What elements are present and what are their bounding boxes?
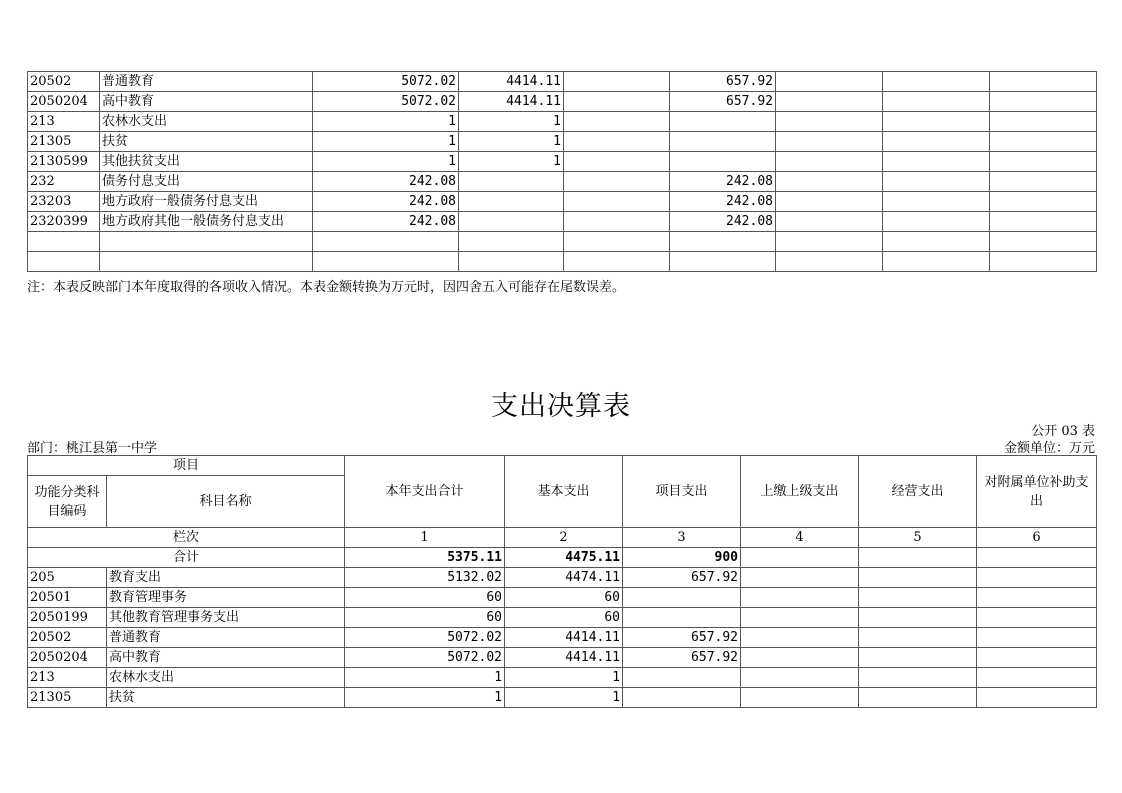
cell-total: 242.08 xyxy=(313,212,459,232)
total-amount: 5375.11 xyxy=(345,548,505,568)
cell-total: 5072.02 xyxy=(313,72,459,92)
cell-subsidiary xyxy=(977,608,1097,628)
table-row xyxy=(28,212,1097,232)
cell-subsidiary xyxy=(977,588,1097,608)
cell-subsidiary xyxy=(977,668,1097,688)
cell-name: 扶贫 xyxy=(100,132,313,152)
cell-c7 xyxy=(990,172,1097,192)
table-note: 注：本表反映部门本年度取得的各项收入情况。本表金额转换为万元时，因四舍五入可能存在尾数误差。 xyxy=(27,280,626,295)
cell-total: 1 xyxy=(313,132,459,152)
cell-c6 xyxy=(883,212,990,232)
cell-total xyxy=(313,232,459,252)
cell-c6 xyxy=(883,192,990,212)
cell-basic: 1 xyxy=(459,132,564,152)
table-row xyxy=(28,252,1097,272)
cell-c3 xyxy=(564,132,670,152)
table-row xyxy=(28,608,1097,628)
cell-name: 农林水支出 xyxy=(100,112,313,132)
cell-total: 1 xyxy=(345,668,505,688)
cell-project xyxy=(623,608,741,628)
cell-total: 5072.02 xyxy=(313,92,459,112)
unit-label: 金额单位：万元 xyxy=(1003,441,1095,456)
cell-subsidiary xyxy=(977,628,1097,648)
cell-code: 20502 xyxy=(28,628,107,648)
cell-c4 xyxy=(670,152,776,172)
cell-c4 xyxy=(670,232,776,252)
cell-name: 债务付息支出 xyxy=(100,172,313,192)
cell-c3 xyxy=(564,172,670,192)
cell-name: 农林水支出 xyxy=(107,668,345,688)
table-row xyxy=(28,668,1097,688)
cell-c3 xyxy=(564,252,670,272)
cell-c6 xyxy=(883,92,990,112)
cell-name: 教育管理事务 xyxy=(107,588,345,608)
cell-code: 21305 xyxy=(28,688,107,708)
cell-subsidiary xyxy=(977,568,1097,588)
expenditure-table xyxy=(27,455,1097,708)
cell-name: 其他教育管理事务支出 xyxy=(107,608,345,628)
cell-total: 1 xyxy=(313,112,459,132)
cell-basic xyxy=(459,172,564,192)
cell-name: 地方政府其他一般债务付息支出 xyxy=(100,212,313,232)
cell-basic xyxy=(459,252,564,272)
cell-code: 23203 xyxy=(28,192,100,212)
cell-basic xyxy=(459,212,564,232)
cell-c4 xyxy=(670,132,776,152)
index-row xyxy=(28,528,1097,548)
index-5: 5 xyxy=(859,528,977,548)
cell-code: 213 xyxy=(28,112,100,132)
cell-c5 xyxy=(776,172,883,192)
cell-project: 657.92 xyxy=(623,568,741,588)
cell-name: 其他扶贫支出 xyxy=(100,152,313,172)
cell-code xyxy=(28,252,100,272)
table-row xyxy=(28,92,1097,112)
header-superior: 上缴上级支出 xyxy=(741,456,859,528)
cell-code: 232 xyxy=(28,172,100,192)
cell-code: 20501 xyxy=(28,588,107,608)
cell-basic: 1 xyxy=(505,688,623,708)
cell-code: 2130599 xyxy=(28,152,100,172)
cell-basic: 1 xyxy=(459,112,564,132)
index-4: 4 xyxy=(741,528,859,548)
cell-total: 1 xyxy=(345,688,505,708)
cell-name: 扶贫 xyxy=(107,688,345,708)
cell-c4: 242.08 xyxy=(670,192,776,212)
cell-c7 xyxy=(990,192,1097,212)
income-table-continuation xyxy=(27,71,1097,272)
index-6: 6 xyxy=(977,528,1097,548)
cell-c5 xyxy=(776,212,883,232)
cell-code: 21305 xyxy=(28,132,100,152)
cell-basic xyxy=(459,232,564,252)
cell-c6 xyxy=(883,112,990,132)
cell-total: 5132.02 xyxy=(345,568,505,588)
cell-superior xyxy=(741,628,859,648)
cell-basic: 4414.11 xyxy=(505,648,623,668)
table-row xyxy=(28,688,1097,708)
cell-total: 60 xyxy=(345,588,505,608)
table-row xyxy=(28,172,1097,192)
cell-c4: 242.08 xyxy=(670,172,776,192)
total-label: 合计 xyxy=(28,548,345,568)
cell-code: 205 xyxy=(28,568,107,588)
cell-c3 xyxy=(564,92,670,112)
cell-c5 xyxy=(776,112,883,132)
index-1: 1 xyxy=(345,528,505,548)
cell-c5 xyxy=(776,232,883,252)
cell-total: 5072.02 xyxy=(345,628,505,648)
cell-code: 2050204 xyxy=(28,648,107,668)
cell-name: 高中教育 xyxy=(107,648,345,668)
table-row xyxy=(28,628,1097,648)
cell-c6 xyxy=(883,232,990,252)
cell-superior xyxy=(741,648,859,668)
total-project: 900 xyxy=(623,548,741,568)
table-row xyxy=(28,588,1097,608)
cell-c6 xyxy=(883,252,990,272)
cell-c7 xyxy=(990,132,1097,152)
cell-total: 60 xyxy=(345,608,505,628)
cell-superior xyxy=(741,568,859,588)
cell-c3 xyxy=(564,192,670,212)
cell-code xyxy=(28,232,100,252)
form-code: 公开 03 表 xyxy=(1031,424,1095,439)
cell-c5 xyxy=(776,192,883,212)
header-item: 项目 xyxy=(28,456,345,476)
cell-business xyxy=(859,588,977,608)
header-total: 本年支出合计 xyxy=(345,456,505,528)
cell-name: 教育支出 xyxy=(107,568,345,588)
table-row xyxy=(28,112,1097,132)
cell-business xyxy=(859,628,977,648)
cell-name: 普通教育 xyxy=(107,628,345,648)
header-code: 功能分类科目编码 xyxy=(28,476,107,528)
cell-name: 地方政府一般债务付息支出 xyxy=(100,192,313,212)
cell-code: 2050199 xyxy=(28,608,107,628)
cell-c7 xyxy=(990,212,1097,232)
cell-business xyxy=(859,688,977,708)
cell-total: 242.08 xyxy=(313,172,459,192)
cell-name: 普通教育 xyxy=(100,72,313,92)
index-3: 3 xyxy=(623,528,741,548)
cell-c4 xyxy=(670,252,776,272)
cell-c5 xyxy=(776,132,883,152)
cell-c5 xyxy=(776,72,883,92)
cell-superior xyxy=(741,688,859,708)
cell-superior xyxy=(741,668,859,688)
cell-total: 5072.02 xyxy=(345,648,505,668)
cell-superior xyxy=(741,608,859,628)
cell-c3 xyxy=(564,212,670,232)
cell-total: 242.08 xyxy=(313,192,459,212)
cell-business xyxy=(859,568,977,588)
cell-business xyxy=(859,648,977,668)
cell-total: 1 xyxy=(313,152,459,172)
table-row xyxy=(28,132,1097,152)
cell-c3 xyxy=(564,232,670,252)
cell-basic: 1 xyxy=(459,152,564,172)
cell-project: 657.92 xyxy=(623,648,741,668)
table-row xyxy=(28,72,1097,92)
table-row xyxy=(28,192,1097,212)
expenditure-table-body xyxy=(28,456,1097,708)
total-row xyxy=(28,548,1097,568)
cell-c3 xyxy=(564,152,670,172)
cell-c6 xyxy=(883,132,990,152)
header-business: 经营支出 xyxy=(859,456,977,528)
total-business xyxy=(859,548,977,568)
cell-c4: 242.08 xyxy=(670,212,776,232)
cell-code: 2320399 xyxy=(28,212,100,232)
cell-basic: 1 xyxy=(505,668,623,688)
cell-c4: 657.92 xyxy=(670,72,776,92)
cell-c7 xyxy=(990,232,1097,252)
cell-c7 xyxy=(990,112,1097,132)
header-name: 科目名称 xyxy=(107,476,345,528)
cell-basic: 4414.11 xyxy=(505,628,623,648)
cell-project: 657.92 xyxy=(623,628,741,648)
header-basic: 基本支出 xyxy=(505,456,623,528)
cell-project xyxy=(623,688,741,708)
cell-code: 213 xyxy=(28,668,107,688)
cell-subsidiary xyxy=(977,648,1097,668)
cell-basic: 60 xyxy=(505,588,623,608)
cell-code: 20502 xyxy=(28,72,100,92)
cell-project xyxy=(623,588,741,608)
income-table-body xyxy=(28,72,1097,272)
cell-basic xyxy=(459,192,564,212)
cell-code: 2050204 xyxy=(28,92,100,112)
cell-c3 xyxy=(564,72,670,92)
cell-basic: 60 xyxy=(505,608,623,628)
cell-name: 高中教育 xyxy=(100,92,313,112)
page-title: 支出决算表 xyxy=(491,391,631,422)
table-row xyxy=(28,152,1097,172)
cell-c5 xyxy=(776,92,883,112)
total-basic: 4475.11 xyxy=(505,548,623,568)
total-subsidiary xyxy=(977,548,1097,568)
cell-c4: 657.92 xyxy=(670,92,776,112)
cell-project xyxy=(623,668,741,688)
cell-c3 xyxy=(564,112,670,132)
index-label: 栏次 xyxy=(28,528,345,548)
cell-business xyxy=(859,668,977,688)
header-row-1 xyxy=(28,456,1097,476)
index-2: 2 xyxy=(505,528,623,548)
cell-name xyxy=(100,252,313,272)
cell-business xyxy=(859,608,977,628)
total-superior xyxy=(741,548,859,568)
table-row xyxy=(28,568,1097,588)
cell-c6 xyxy=(883,172,990,192)
cell-c7 xyxy=(990,72,1097,92)
cell-c7 xyxy=(990,252,1097,272)
header-subsidiary: 对附属单位补助支出 xyxy=(977,456,1097,528)
header-project: 项目支出 xyxy=(623,456,741,528)
table-row xyxy=(28,648,1097,668)
cell-basic: 4414.11 xyxy=(459,72,564,92)
cell-c4 xyxy=(670,112,776,132)
cell-c5 xyxy=(776,152,883,172)
cell-c7 xyxy=(990,92,1097,112)
cell-c6 xyxy=(883,152,990,172)
cell-basic: 4474.11 xyxy=(505,568,623,588)
cell-subsidiary xyxy=(977,688,1097,708)
table-row xyxy=(28,232,1097,252)
cell-basic: 4414.11 xyxy=(459,92,564,112)
cell-total xyxy=(313,252,459,272)
cell-superior xyxy=(741,588,859,608)
cell-name xyxy=(100,232,313,252)
cell-c5 xyxy=(776,252,883,272)
cell-c7 xyxy=(990,152,1097,172)
cell-c6 xyxy=(883,72,990,92)
department-label: 部门：桃江县第一中学 xyxy=(27,441,158,456)
